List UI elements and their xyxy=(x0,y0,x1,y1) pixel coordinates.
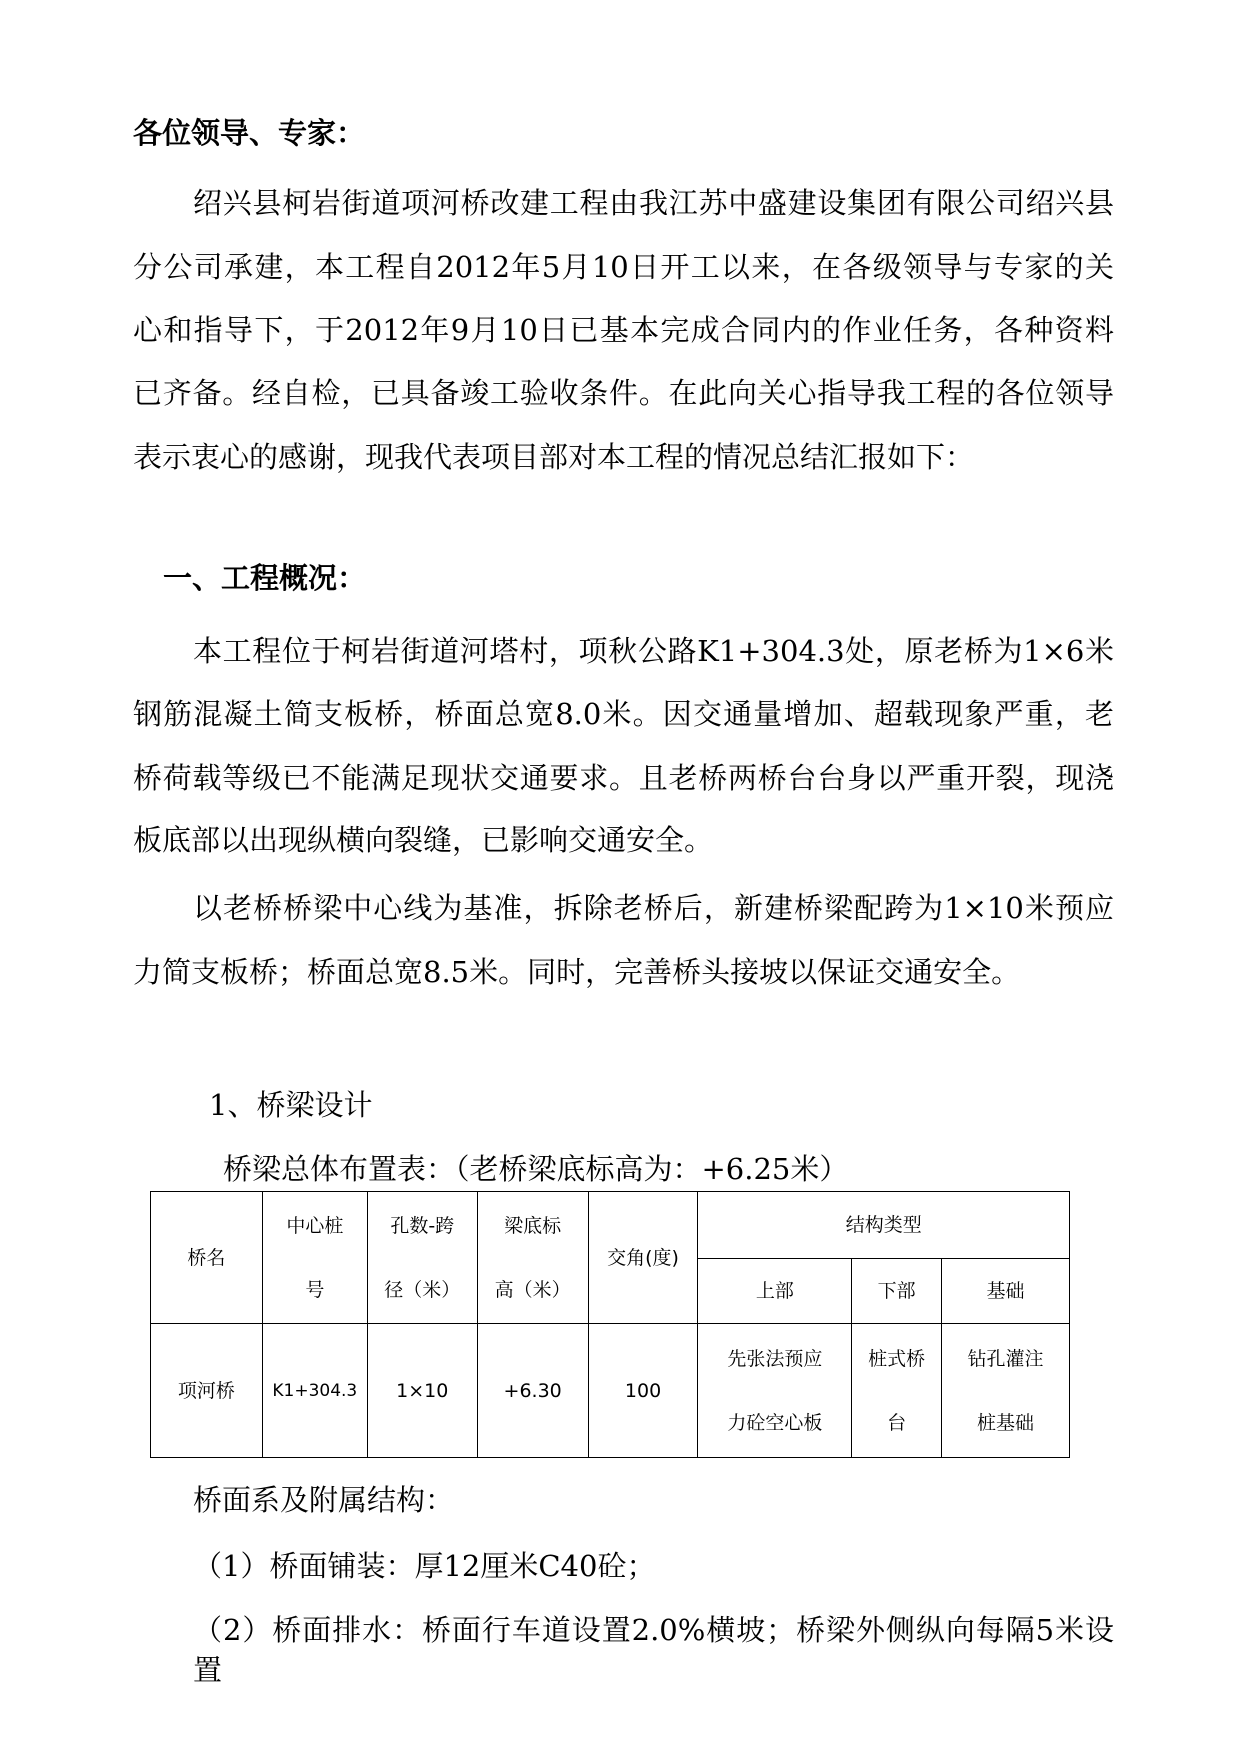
header-span: 孔数-跨 径（米） xyxy=(367,1192,477,1324)
deck-title: 桥面系及附属结构： xyxy=(193,1483,455,1517)
overview-line: 桥荷载等级已不能满足现状交通要求。且老桥两桥台台身以严重开裂，现浇 xyxy=(133,761,1114,795)
overview-line: 板底部以出现纵横向裂缝，已影响交通安全。 xyxy=(133,823,714,857)
table-caption: 桥梁总体布置表：（老桥梁底标高为：+6.25米） xyxy=(223,1152,849,1186)
intro-line: 心和指导下，于2012年9月10日已基本完成合同内的作业任务，各种资料 xyxy=(133,313,1114,347)
header-lower: 下部 xyxy=(852,1259,942,1324)
header-angle: 交角(度) xyxy=(588,1192,698,1324)
greeting: 各位领导、专家： xyxy=(133,116,366,150)
intro-line: 表示衷心的感谢，现我代表项目部对本工程的情况总结汇报如下： xyxy=(133,440,975,474)
cell-elevation: +6.30 xyxy=(477,1324,588,1458)
header-stake: 中心桩 号 xyxy=(262,1192,367,1324)
cell-foundation: 钻孔灌注 桩基础 xyxy=(942,1324,1070,1458)
header-upper: 上部 xyxy=(698,1259,852,1324)
overview-line: 钢筋混凝土简支板桥，桥面总宽8.0米。因交通量增加、超载现象严重，老 xyxy=(133,697,1114,731)
cell-lower: 桩式桥 台 xyxy=(852,1324,942,1458)
plan-line: 力简支板桥；桥面总宽8.5米。同时，完善桥头接坡以保证交通安全。 xyxy=(133,955,1021,989)
intro-line: 绍兴县柯岩街道项河桥改建工程由我江苏中盛建设集团有限公司绍兴县 xyxy=(193,186,1114,220)
table-row xyxy=(151,1324,1070,1458)
subsection-title: 1、桥梁设计 xyxy=(209,1088,373,1122)
plan-line: 以老桥桥梁中心线为基准，拆除老桥后，新建桥梁配跨为1×10米预应 xyxy=(193,891,1114,925)
cell-stake: K1+304.3 xyxy=(262,1324,367,1458)
cell-angle: 100 xyxy=(588,1324,698,1458)
header-elevation: 梁底标 高（米） xyxy=(477,1192,588,1324)
deck-item: （2）桥面排水：桥面行车道设置2.0%横坡；桥梁外侧纵向每隔5米设置 xyxy=(193,1613,1114,1687)
bridge-layout-table xyxy=(150,1191,1070,1458)
intro-line: 已齐备。经自检，已具备竣工验收条件。在此向关心指导我工程的各位领导 xyxy=(133,376,1114,410)
header-name: 桥名 xyxy=(151,1192,263,1324)
header-foundation: 基础 xyxy=(942,1259,1070,1324)
overview-line: 本工程位于柯岩街道河塔村，项秋公路K1+304.3处，原老桥为1×6米 xyxy=(193,634,1114,668)
deck-item: （1）桥面铺装：厚12厘米C40砼； xyxy=(193,1549,656,1583)
cell-name: 项河桥 xyxy=(151,1324,263,1458)
intro-line: 分公司承建，本工程自2012年5月10日开工以来，在各级领导与专家的关 xyxy=(133,250,1114,284)
cell-span: 1×10 xyxy=(367,1324,477,1458)
section-title: 一、工程概况： xyxy=(163,561,367,595)
cell-upper: 先张法预应 力砼空心板 xyxy=(698,1324,852,1458)
header-structure: 结构类型 xyxy=(698,1192,1070,1259)
